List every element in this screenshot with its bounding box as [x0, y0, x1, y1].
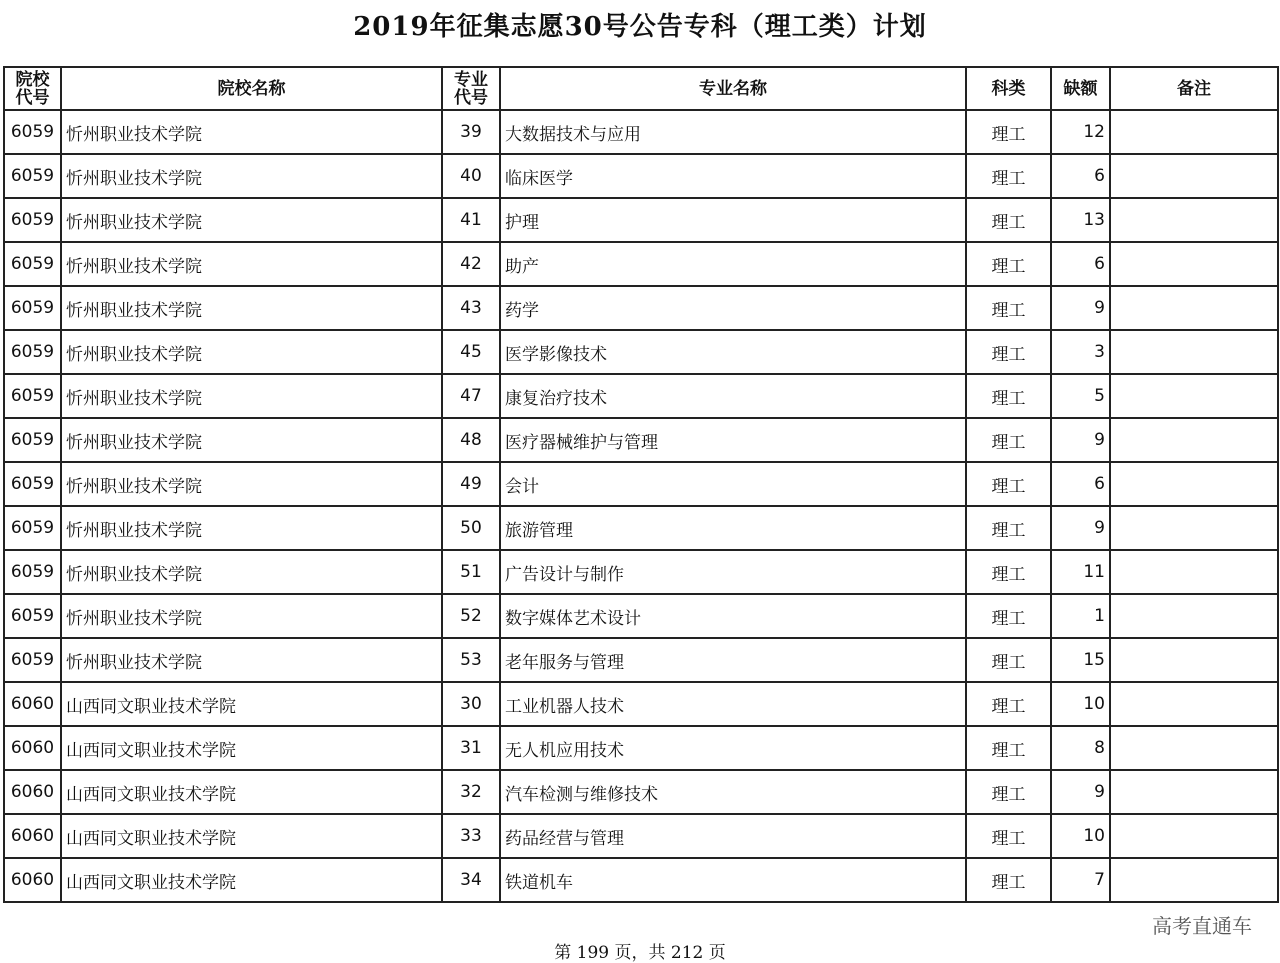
table-row — [4, 154, 1278, 198]
cell-major-name: 老年服务与管理 — [500, 638, 966, 682]
header-major-code — [442, 67, 500, 110]
cell-school-code: 6059 — [4, 242, 61, 286]
cell-school-name: 忻州职业技术学院 — [61, 242, 442, 286]
cell-category: 理工 — [966, 594, 1051, 638]
header-major-code-line1: 专业 — [454, 69, 488, 90]
cell-remarks — [1110, 242, 1278, 286]
cell-major-code: 47 — [442, 374, 500, 418]
header-row — [4, 67, 1278, 110]
cell-category: 理工 — [966, 770, 1051, 814]
header-school-code-line2: 代号 — [15, 87, 50, 108]
cell-remarks — [1110, 814, 1278, 858]
cell-school-code: 6059 — [4, 286, 61, 330]
cell-school-name: 山西同文职业技术学院 — [61, 814, 442, 858]
cell-category: 理工 — [966, 858, 1051, 902]
cell-school-name: 忻州职业技术学院 — [61, 638, 442, 682]
cell-major-name: 铁道机车 — [500, 858, 966, 902]
cell-school-code: 6060 — [4, 814, 61, 858]
cell-major-code: 39 — [442, 110, 500, 154]
cell-quota: 1 — [1051, 594, 1110, 638]
cell-school-code: 6060 — [4, 770, 61, 814]
header-quota: 缺额 — [1051, 67, 1110, 110]
cell-major-name: 护理 — [500, 198, 966, 242]
cell-major-name: 广告设计与制作 — [500, 550, 966, 594]
cell-quota: 10 — [1051, 814, 1110, 858]
cell-major-name: 助产 — [500, 242, 966, 286]
cell-remarks — [1110, 154, 1278, 198]
cell-major-code: 33 — [442, 814, 500, 858]
cell-school-code: 6060 — [4, 682, 61, 726]
cell-school-name: 山西同文职业技术学院 — [61, 858, 442, 902]
cell-quota: 9 — [1051, 286, 1110, 330]
cell-remarks — [1110, 550, 1278, 594]
table-row — [4, 110, 1278, 154]
page-footer: 第 199 页，共 212 页 — [554, 943, 726, 963]
cell-school-name: 忻州职业技术学院 — [61, 594, 442, 638]
cell-category: 理工 — [966, 682, 1051, 726]
cell-school-name: 忻州职业技术学院 — [61, 506, 442, 550]
cell-school-name: 忻州职业技术学院 — [61, 110, 442, 154]
table-row — [4, 330, 1278, 374]
cell-major-name: 医学影像技术 — [500, 330, 966, 374]
cell-major-name: 会计 — [500, 462, 966, 506]
table-row — [4, 418, 1278, 462]
cell-major-name: 药学 — [500, 286, 966, 330]
cell-major-code: 43 — [442, 286, 500, 330]
table-row — [4, 814, 1278, 858]
header-remarks: 备注 — [1110, 67, 1278, 110]
cell-category: 理工 — [966, 110, 1051, 154]
cell-school-code: 6059 — [4, 550, 61, 594]
cell-remarks — [1110, 858, 1278, 902]
cell-major-code: 42 — [442, 242, 500, 286]
cell-category: 理工 — [966, 154, 1051, 198]
cell-school-name: 忻州职业技术学院 — [61, 198, 442, 242]
cell-remarks — [1110, 506, 1278, 550]
table-row — [4, 506, 1278, 550]
cell-quota: 6 — [1051, 242, 1110, 286]
cell-major-code: 53 — [442, 638, 500, 682]
table-row — [4, 638, 1278, 682]
header-category: 科类 — [966, 67, 1051, 110]
cell-quota: 15 — [1051, 638, 1110, 682]
cell-major-name: 大数据技术与应用 — [500, 110, 966, 154]
header-school-code — [4, 67, 61, 110]
cell-school-code: 6059 — [4, 506, 61, 550]
cell-school-code: 6059 — [4, 638, 61, 682]
cell-school-code: 6059 — [4, 374, 61, 418]
cell-quota: 9 — [1051, 506, 1110, 550]
cell-school-name: 忻州职业技术学院 — [61, 462, 442, 506]
cell-major-code: 40 — [442, 154, 500, 198]
cell-major-name: 工业机器人技术 — [500, 682, 966, 726]
cell-category: 理工 — [966, 638, 1051, 682]
cell-school-name: 山西同文职业技术学院 — [61, 726, 442, 770]
header-school-name: 院校名称 — [61, 67, 442, 110]
cell-school-name: 忻州职业技术学院 — [61, 286, 442, 330]
cell-remarks — [1110, 374, 1278, 418]
cell-category: 理工 — [966, 374, 1051, 418]
cell-major-code: 52 — [442, 594, 500, 638]
cell-school-code: 6059 — [4, 110, 61, 154]
cell-category: 理工 — [966, 550, 1051, 594]
cell-major-code: 49 — [442, 462, 500, 506]
table-row — [4, 550, 1278, 594]
cell-major-code: 41 — [442, 198, 500, 242]
table-row — [4, 198, 1278, 242]
cell-school-name: 忻州职业技术学院 — [61, 374, 442, 418]
cell-remarks — [1110, 770, 1278, 814]
cell-major-name: 药品经营与管理 — [500, 814, 966, 858]
header-school-code-line1: 院校 — [15, 69, 50, 90]
header-major-code-line2: 代号 — [454, 87, 488, 108]
cell-major-name: 康复治疗技术 — [500, 374, 966, 418]
cell-major-name: 医疗器械维护与管理 — [500, 418, 966, 462]
cell-quota: 13 — [1051, 198, 1110, 242]
cell-quota: 12 — [1051, 110, 1110, 154]
table-row — [4, 242, 1278, 286]
cell-category: 理工 — [966, 286, 1051, 330]
cell-remarks — [1110, 286, 1278, 330]
cell-school-name: 忻州职业技术学院 — [61, 330, 442, 374]
table-row — [4, 726, 1278, 770]
cell-major-name: 临床医学 — [500, 154, 966, 198]
header-major-name: 专业名称 — [500, 67, 966, 110]
table-row — [4, 858, 1278, 902]
cell-category: 理工 — [966, 814, 1051, 858]
cell-school-code: 6060 — [4, 726, 61, 770]
table-row — [4, 462, 1278, 506]
cell-quota: 8 — [1051, 726, 1110, 770]
cell-school-code: 6059 — [4, 154, 61, 198]
cell-school-code: 6059 — [4, 462, 61, 506]
cell-quota: 6 — [1051, 462, 1110, 506]
cell-major-code: 32 — [442, 770, 500, 814]
cell-school-code: 6060 — [4, 858, 61, 902]
cell-major-name: 数字媒体艺术设计 — [500, 594, 966, 638]
cell-major-code: 34 — [442, 858, 500, 902]
cell-major-code: 45 — [442, 330, 500, 374]
table-header — [4, 67, 1278, 110]
table-row — [4, 770, 1278, 814]
cell-quota: 7 — [1051, 858, 1110, 902]
cell-quota: 6 — [1051, 154, 1110, 198]
cell-school-name: 忻州职业技术学院 — [61, 550, 442, 594]
table-row — [4, 374, 1278, 418]
cell-major-name: 旅游管理 — [500, 506, 966, 550]
watermark: 高考直通车 — [1152, 914, 1252, 938]
cell-remarks — [1110, 638, 1278, 682]
cell-major-code: 51 — [442, 550, 500, 594]
cell-major-name: 无人机应用技术 — [500, 726, 966, 770]
cell-school-name: 忻州职业技术学院 — [61, 418, 442, 462]
cell-category: 理工 — [966, 330, 1051, 374]
cell-school-code: 6059 — [4, 198, 61, 242]
cell-major-code: 48 — [442, 418, 500, 462]
cell-major-code: 30 — [442, 682, 500, 726]
cell-major-code: 31 — [442, 726, 500, 770]
cell-category: 理工 — [966, 418, 1051, 462]
cell-remarks — [1110, 110, 1278, 154]
cell-quota: 3 — [1051, 330, 1110, 374]
cell-category: 理工 — [966, 462, 1051, 506]
table-body — [4, 110, 1278, 902]
cell-major-name: 汽车检测与维修技术 — [500, 770, 966, 814]
cell-quota: 10 — [1051, 682, 1110, 726]
cell-category: 理工 — [966, 506, 1051, 550]
cell-school-name: 山西同文职业技术学院 — [61, 770, 442, 814]
cell-school-code: 6059 — [4, 418, 61, 462]
cell-quota: 9 — [1051, 770, 1110, 814]
cell-remarks — [1110, 594, 1278, 638]
cell-category: 理工 — [966, 198, 1051, 242]
cell-remarks — [1110, 682, 1278, 726]
cell-quota: 11 — [1051, 550, 1110, 594]
cell-remarks — [1110, 330, 1278, 374]
cell-quota: 9 — [1051, 418, 1110, 462]
cell-remarks — [1110, 418, 1278, 462]
table-row — [4, 286, 1278, 330]
cell-school-code: 6059 — [4, 330, 61, 374]
table-row — [4, 594, 1278, 638]
cell-remarks — [1110, 462, 1278, 506]
table-row — [4, 682, 1278, 726]
cell-major-code: 50 — [442, 506, 500, 550]
page-title: 2019年征集志愿30号公告专科（理工类）计划 — [353, 12, 927, 42]
plan-table — [3, 66, 1279, 903]
cell-category: 理工 — [966, 242, 1051, 286]
cell-school-name: 山西同文职业技术学院 — [61, 682, 442, 726]
cell-remarks — [1110, 198, 1278, 242]
cell-quota: 5 — [1051, 374, 1110, 418]
cell-school-name: 忻州职业技术学院 — [61, 154, 442, 198]
cell-school-code: 6059 — [4, 594, 61, 638]
cell-category: 理工 — [966, 726, 1051, 770]
cell-remarks — [1110, 726, 1278, 770]
